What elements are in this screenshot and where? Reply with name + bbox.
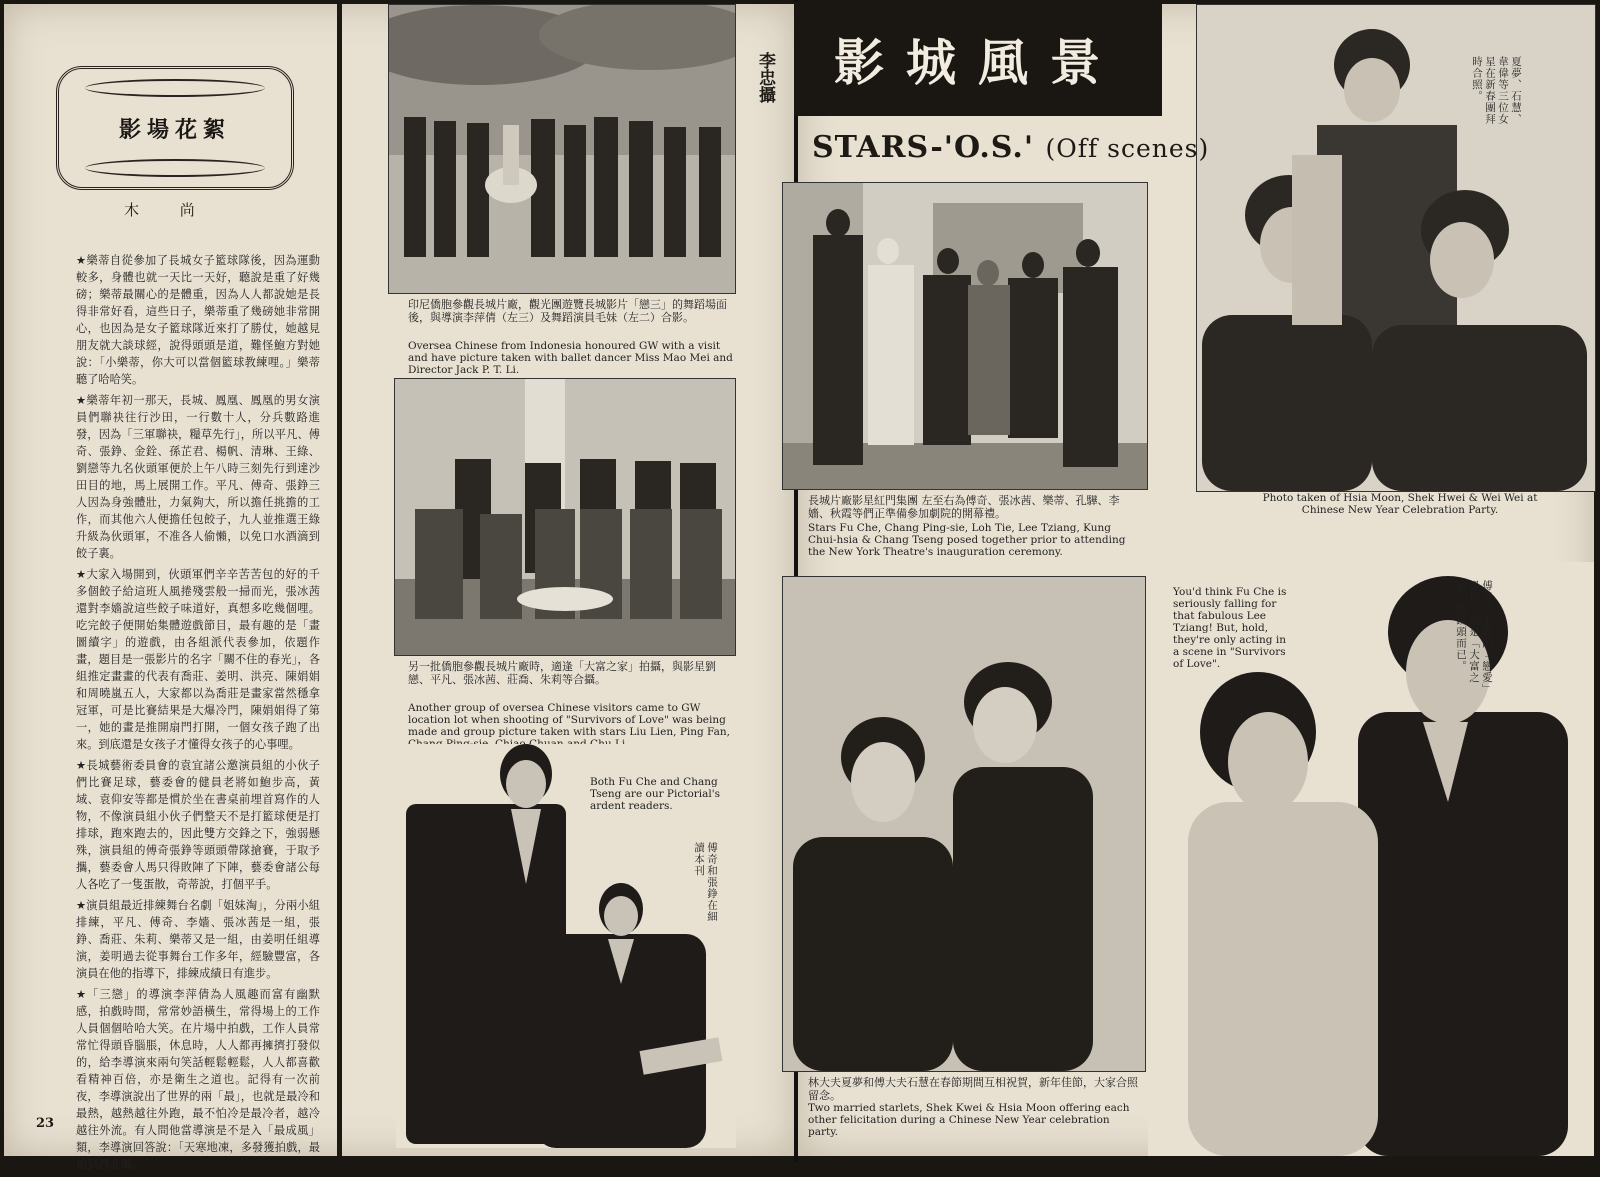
section-title: 影城風景: [834, 33, 1122, 92]
photo-visitors-on-set: [394, 378, 736, 656]
photo-stars-outdoors: [782, 182, 1148, 490]
paragraph: ★長城藝術委員會的袁宜諸公邀演員組的小伙子們比賽足球，藝委會的健員老將如鮑步高，黃域、袁仰安等都是慣於坐在書桌前埋首寫作的人物，不像演員組小伙子們整天不是打籃球便是打排球，跑來跑去的，因此雙方交鋒之下，強弱懸殊，演員組的傅奇張錚等頭頭帶隊搶賽，于取予攜，藝委會人馬只得敗陣了下陣，藝委會諸公每人各吃了一隻蛋散，奇蒂說，打個平手。: [76, 759, 320, 891]
section-subtitle: [812, 130, 1209, 165]
subtitle-main: STARS-'O.S.': [812, 130, 1034, 165]
byline: 木 尚: [124, 201, 213, 219]
column-divider: [337, 4, 342, 1156]
photo7-caption-chinese: 傅奇和李嬙的「戀愛」過程？那是「大富之家」的鏡頭而已。: [1455, 580, 1493, 690]
photo-two-married-starlets: [782, 576, 1146, 1072]
photo-three-actresses: [1196, 4, 1596, 492]
column-title-ornament: [56, 66, 294, 190]
photo4-caption-english: Stars Fu Che, Chang Ping-sie, Loh Tie, Lee Tziang, Kung Chui-hsia & Chang Tseng posed together prior to attending the New York Theatre's inauguration ceremony.: [808, 522, 1126, 558]
paragraph: ★樂蒂自從參加了長城女子籃球隊後，因為運動較多，身體也就一天比一天好，聽說是重了好幾磅；樂蒂最關心的是體重，因為人人都說她是長得非常好看，這些日子，樂蒂重了幾磅她非常開心，也因為是女子籃球隊近來打了勝仗，她越見朋友就大談球經，說得頭頭是道，難怪鮑方對她說：「小樂蒂，你大可以當個籃球教練哩。」樂蒂聽了哈哈笑。: [76, 254, 320, 386]
paragraph: ★大家入場開到，伙頭軍們辛辛苦苦包的好的千多個餃子給這班人風捲殘雲般一掃而光，張冰茜還對李嬙說這些餃子味道好，真想多吃幾個哩。吃完餃子便開始集體遊戲節目，最有趣的是「畫圖續字」的遊戲，由各組派代表參加，依題作畫，題目是一張影片的名字「關不住的春光」，各組推定畫畫的代表有喬莊、姜明、洪亮、陳娟娟和周曉嵐五人，大家都以為喬莊是畫家當然穩拿冠軍，可是比賽結果是大爆冷門，陳娟娟得了第一，她的畫是推開扇門打開，一個女孩子跑了出來。到底還是女孩子才懂得女孩子的心事哩。: [76, 568, 320, 751]
section-header: [794, 2, 1162, 116]
photo2-caption-chinese: 另一批僑胞參觀長城片廠時，適逢「大富之家」拍攝，與影星劉戀、平凡、張冰茜、莊喬、朱莉等合攝。: [408, 660, 716, 686]
left-page: [4, 4, 794, 1171]
photo-indonesian-visitors: [388, 4, 736, 294]
photo5-caption-english: Photo taken of Hsia Moon, Shek Hwei & Wei Wei at Chinese New Year Celebration Party.: [1262, 492, 1538, 516]
photo1-caption-english: Oversea Chinese from Indonesia honoured GW with a visit and have picture taken with ballet dancer Miss Mao Mei and Director Jack P. T. Li.: [408, 340, 733, 376]
photo6-caption-chinese: 林大夫夏夢和傅大夫石慧在春節期間互相祝賀，新年佳節，大家合照留念。: [808, 1076, 1138, 1102]
article-body: [76, 252, 320, 1177]
subtitle-paren: (Off scenes): [1045, 134, 1210, 163]
right-page: [798, 4, 1594, 1156]
photo4-caption-chinese: 長城片廠影星紅門集團 左至右為傅奇、張冰茜、樂蒂、孔驊、李嬙、秋霞等們正準備參加劇院的開幕禮。: [808, 494, 1120, 520]
photo2-caption-english: Another group of oversea Chinese visitors came to GW location lot when shooting of "Survivors of Love" was being made and group picture taken with stars Liu Lien, Ping Fan,: [408, 702, 730, 738]
paragraph: ★樂蒂年初一那天，長城、鳳凰、鳳凰的男女演員們聯袂往行沙田，一行數十人，分兵數路進發，因為「三軍聯袂，糧草先行」，所以平凡、傅奇、張錚、金銓、孫芷君、楊帆、清琳、王綠、劉戀等九名伙頭軍便於上午八時三刻先行到達沙田目的地，馬上展開工作。平凡、傅奇、張錚三人因為身強體壯，力氣夠大，所以擔任挑擔的工作，而其他六人便擔任包餃子，九人並推選王綠升級為伙頭軍，不准各人偷懶，以免口水酒滴到餃子裏。: [76, 394, 320, 560]
photo3-caption-chinese: 傅奇和張錚在細讀本刊: [693, 842, 718, 923]
paragraph: ★演員組最近排練舞台名劇「姐妹淘」，分兩小組排練，平凡、傅奇、李嬙、張冰茜是一組，張錚、喬莊、朱莉、樂蒂又是一組，由姜明任組導演，姜明過去從事舞台工作多年，經驗豐富，各演員在他的指導下，排練成績日有進步。: [76, 899, 320, 980]
photo6-caption-english: Two married starlets, Shek Kwei & Hsia Moon offering each other felicitation during a Chinese New Year celebration party.: [808, 1102, 1130, 1138]
column-title: 影場花絮: [109, 109, 241, 148]
photo-credit: 李忠攝: [755, 52, 775, 103]
photo1-caption-chinese: 印尼僑胞參觀長城片廠，觀光團遊覽長城影片「戀三」的舞蹈場面後，與導演李萍倩（左三）及舞蹈演員毛妹（左二）合影。: [408, 298, 727, 324]
photo3-caption-english: Both Fu Che and Chang Tseng are our Pictorial's ardent readers.: [590, 776, 721, 812]
photo7-caption-english: You'd think Fu Che is seriously falling for that fabulous Lee Tziang! But, hold, they're only acting in a scene in "Survivors of Love".: [1173, 586, 1287, 670]
photo5-caption-chinese: 夏夢、石慧、韋偉等三位女星在新春團拜時合照。: [1471, 56, 1522, 125]
paragraph: ★「三戀」的導演李萍倩為人風趣而富有幽默感，拍戲時間，常常妙語橫生，常得場上的工作人員個個哈哈大笑。在片場中拍戲，工作人員常常忙得頭昏腦脹，休息時，人人都再擁擠打發似的，給李導演來兩句笑話輕鬆輕鬆，人人都喜歡看精神百倍，亦是衛生之道也。記得有一次前夜，李導演說出了世界的兩「最」，也就是最冷和最熱，越熱越往外跑，最不怕冷是最冷者，越冷越往外流。有人問他當導演是不是入「最成風」類，李導演回答說：「天寒地凍，多發獲拍戲，最怕到西北風。」: [76, 988, 320, 1171]
page-number: 23: [36, 1116, 55, 1131]
